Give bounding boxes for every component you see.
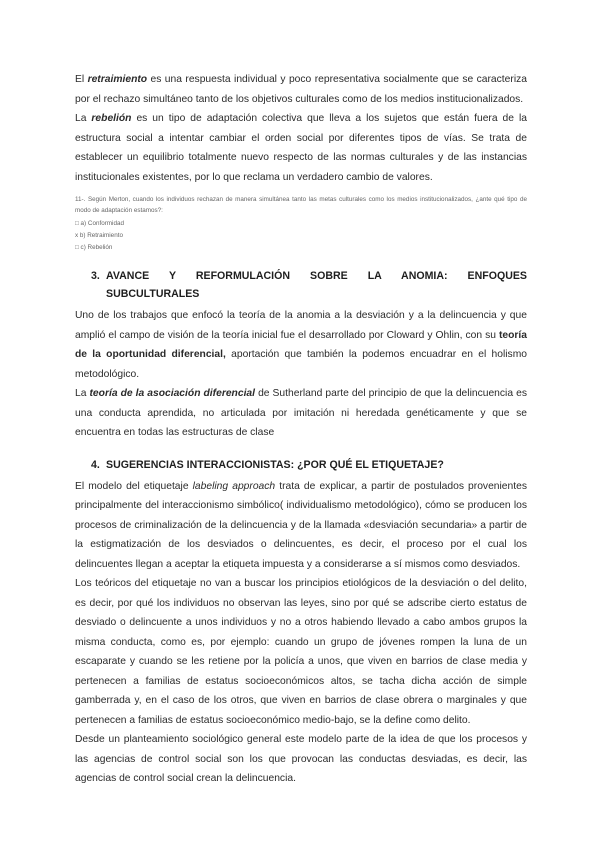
paragraph-etiquetaje (75, 477, 527, 575)
section-title-line2: SUBCULTURALES (106, 288, 200, 301)
text: La (75, 113, 92, 124)
text: El modelo del etiquetaje (75, 480, 193, 492)
option-c: □ c) Rebelión (75, 244, 113, 252)
text: La (75, 388, 90, 400)
paragraph-retraimiento (75, 70, 527, 109)
term-asociacion-diferencial: teoría de la asociación diferencial (89, 388, 256, 400)
text: es un tipo de adaptación colectiva que lleva a los sujetos que están fuera de la estructura social a intentar cambiar el orden social por diferentes tipos de vías. Se trata de establecer un equilibrio totalmente nuevo respecto de las normas culturales y de las instancias institucionales existentes, por lo que reclama un verdadero cambio de valores. (75, 113, 527, 183)
question-text: 11-. Según Merton, cuando los individuos rechazan de manera simultánea tanto las metas culturales como los medios institucionalizados, ¿ante qué tipo de modo de adaptación estamos?: (75, 196, 527, 215)
section-3-heading (75, 267, 527, 303)
section-title-line1: AVANCE Y REFORMULACIÓN SOBRE LA ANOMIA: ENFOQUES (106, 270, 527, 283)
text: aportación que también la podemos encuadrar en el holismo metodológico. (75, 349, 527, 380)
section-number: 3. (91, 270, 100, 283)
text: es una respuesta individual y poco representativa socialmente que se caracteriza por el rechazo simultáneo tanto de los objetivos culturales como de los medios institucionalizados. (75, 74, 527, 105)
paragraph-oportunidad (75, 306, 527, 384)
document-body (75, 70, 527, 789)
text: de Sutherland parte del principio de que la delincuencia es una conducta aprendida, no articulada por imitación ni heredada genéticamente y que se encuentra en todas las estructuras de clase (75, 388, 527, 439)
section-number: 4. (91, 458, 100, 471)
section-4-heading (75, 456, 527, 474)
option-a: □ a) Conformidad (75, 220, 124, 228)
term-rebelion: rebelión (91, 113, 132, 124)
text: El (75, 74, 88, 85)
paragraph-planteamiento: Desde un planteamiento sociológico general este modelo parte de la idea de que los procesos y las agencias de control social son los que provocan las conductas desviadas, es decir, las agencias de control social crean la delincuencia. (75, 734, 527, 785)
option-b: x b) Retraimiento (75, 232, 123, 240)
term-oportunidad-diferencial: teoría de la oportunidad diferencial, (75, 329, 527, 361)
paragraph-rebelion (75, 109, 527, 187)
paragraph-asociacion (75, 384, 527, 443)
text: Uno de los trabajos que enfocó la teoría de la anomia a la desviación y a la delincuencia y que amplió el campo de visión de la teoría inicial fue el desarrollado por Cloward y Ohlin, con su (75, 310, 527, 341)
section-title: SUGERENCIAS INTERACCIONISTAS: ¿POR QUÉ EL ETIQUETAJE? (106, 458, 444, 471)
term-labeling-approach: labeling approach (192, 480, 276, 492)
paragraph-teoricos: Los teóricos del etiquetaje no van a buscar los principios etiológicos de la desviación o del delito, es decir, por qué los individuos no observan las leyes, sino por qué se adscribe cierto estatus de desviado o delincuente a unos individuos y no a otros habiendo llevado a cabo ambos grupos la misma conducta, como es, por ejemplo: cuando un grupo de jóvenes rompen la luna de un escaparate y cuando se les retiene por la policía a unos, que viven en barrios de clase media y pertenecen a familias de estatus socioeconómicos altos, se tacha dicha acción de simple gamberrada y, en el caso de los otros, que viven en barrios de clase obrera o marginales y que pertenecen a familias de estatus socioeconómico medio-bajo, se la define como delito. (75, 578, 527, 726)
question-options (75, 218, 527, 254)
section-title (106, 267, 527, 303)
term-retraimiento: retraimiento (87, 74, 148, 85)
text: trata de explicar, a partir de postulados provenientes principalmente del interaccionismo simbólico( individualismo metodológico), cómo se producen los procesos de criminalización de la delincuencia y de la llamada «desviación secundaria» a partir de la estigmatización de los desviados o delincuentes, es decir, el proceso por el cual los delincuentes llegan a aceptar la etiqueta impuesta y a considerarse a sí mismos como desviados. (75, 480, 527, 570)
